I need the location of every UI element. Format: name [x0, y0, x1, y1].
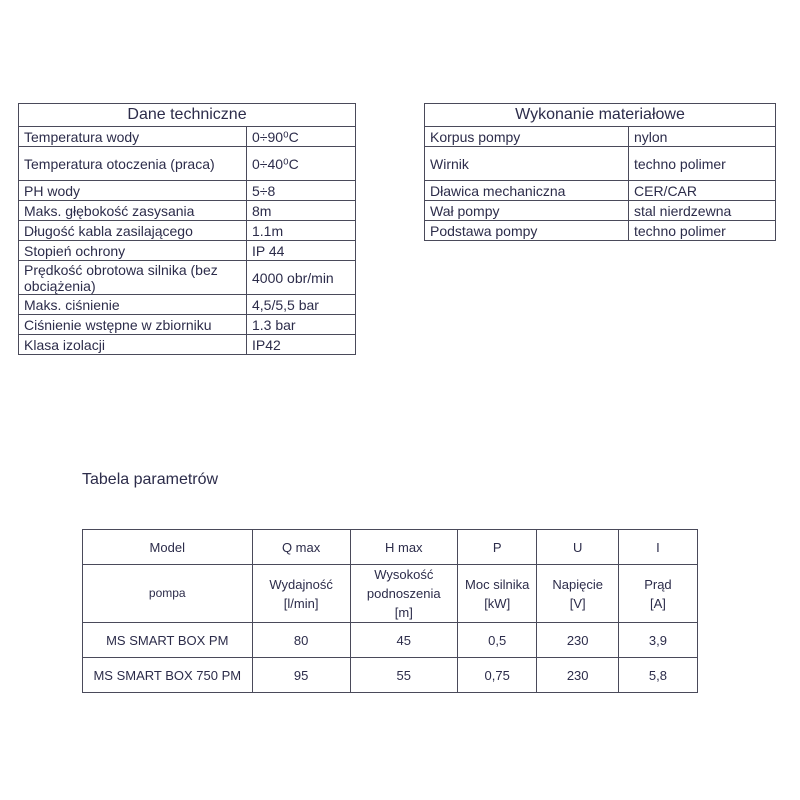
spec-label: PH wody [19, 181, 247, 201]
spec-label: Długość kabla zasilającego [19, 221, 247, 241]
subheader-name: Moc silnika [465, 576, 530, 592]
subheader-name: Napięcie [552, 576, 603, 592]
column-subheader [83, 565, 253, 623]
spec-label: Stopień ochrony [19, 241, 247, 261]
subheader-name: pompa [148, 586, 186, 600]
spec-value: IP 44 [247, 241, 356, 261]
spec-value: 8m [247, 201, 356, 221]
column-subheader [350, 565, 457, 623]
spec-value: 5÷8 [247, 181, 356, 201]
spec-label: Maks. ciśnienie [19, 295, 247, 315]
column-header: I [618, 530, 697, 565]
table-row [425, 127, 776, 147]
value-cell: 3,9 [618, 623, 697, 658]
material-value: techno polimer [629, 221, 776, 241]
spec-value: 4000 obr/min [247, 261, 356, 295]
value-cell: 0,75 [457, 658, 537, 693]
subheader-name: Prąd [644, 576, 672, 592]
spec-value: 0÷40⁰C [247, 147, 356, 181]
spec-label: Maks. głębokość zasysania [19, 201, 247, 221]
column-subheader [457, 565, 537, 623]
value-cell: 5,8 [618, 658, 697, 693]
value-cell: 80 [252, 623, 350, 658]
table-row [19, 147, 356, 181]
value-cell: 55 [350, 658, 457, 693]
spec-value: 1.1m [247, 221, 356, 241]
header-row [83, 565, 698, 623]
table-row [19, 181, 356, 201]
subheader-unit: [V] [569, 595, 586, 611]
column-header: Model [83, 530, 253, 565]
table-row [19, 127, 356, 147]
table-row [425, 201, 776, 221]
spec-label: Prędkość obrotowa silnika (bez obciążenia) [19, 261, 247, 295]
table-row [19, 221, 356, 241]
table-row [19, 201, 356, 221]
subheader-unit: [kW] [484, 595, 511, 611]
model-cell: MS SMART BOX PM [83, 623, 253, 658]
spec-label: Ciśnienie wstępne w zbiorniku [19, 315, 247, 335]
subheader-name: Wysokość podnoszenia [366, 567, 441, 601]
subheader-name: Wydajność [269, 576, 333, 592]
column-subheader [618, 565, 697, 623]
value-cell: 230 [537, 623, 618, 658]
spec-value: 0÷90⁰C [247, 127, 356, 147]
subheader-unit: [l/min] [283, 595, 319, 611]
material-value: techno polimer [629, 147, 776, 181]
table-row [19, 295, 356, 315]
column-subheader [537, 565, 618, 623]
model-cell: MS SMART BOX 750 PM [83, 658, 253, 693]
material-label: Korpus pompy [425, 127, 629, 147]
spec-label: Klasa izolacji [19, 335, 247, 355]
materials-table [424, 103, 776, 241]
table-row [425, 181, 776, 201]
table-row [83, 623, 698, 658]
table-row [425, 221, 776, 241]
parameters-title: Tabela parametrów [82, 471, 219, 488]
table-row [19, 261, 356, 295]
table-row [19, 335, 356, 355]
column-header: U [537, 530, 618, 565]
value-cell: 45 [350, 623, 457, 658]
material-value: stal nierdzewna [629, 201, 776, 221]
table-row [425, 147, 776, 181]
spec-label: Temperatura otoczenia (praca) [19, 147, 247, 181]
technical-data-table [18, 103, 356, 355]
column-header: H max [350, 530, 457, 565]
header-row [83, 530, 698, 565]
value-cell: 230 [537, 658, 618, 693]
value-cell: 95 [252, 658, 350, 693]
column-header: Q max [252, 530, 350, 565]
material-label: Wirnik [425, 147, 629, 181]
parameters-table [82, 529, 698, 693]
spec-value: 1.3 bar [247, 315, 356, 335]
subheader-unit: [A] [649, 595, 666, 611]
spec-value: 4,5/5,5 bar [247, 295, 356, 315]
spec-value: IP42 [247, 335, 356, 355]
table-row [19, 241, 356, 261]
material-value: CER/CAR [629, 181, 776, 201]
spec-label: Temperatura wody [19, 127, 247, 147]
material-label: Wał pompy [425, 201, 629, 221]
material-label: Podstawa pompy [425, 221, 629, 241]
technical-data-title: Dane techniczne [19, 104, 356, 127]
column-subheader [252, 565, 350, 623]
value-cell: 0,5 [457, 623, 537, 658]
materials-title: Wykonanie materiałowe [425, 104, 776, 127]
material-label: Dławica mechaniczna [425, 181, 629, 201]
table-row [83, 658, 698, 693]
column-header: P [457, 530, 537, 565]
subheader-unit: [m] [394, 605, 413, 620]
material-value: nylon [629, 127, 776, 147]
table-row [19, 315, 356, 335]
